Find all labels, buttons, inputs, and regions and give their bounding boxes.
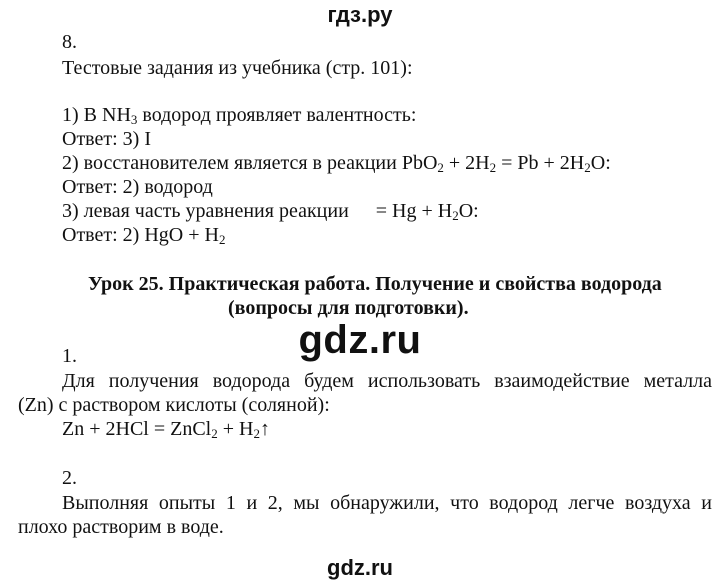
item-1-text-line-2: (Zn) с раствором кислоты (соляной):: [18, 394, 330, 416]
lesson-heading-line-2: (вопросы для подготовки).: [228, 297, 469, 319]
section-number: 8.: [62, 31, 77, 53]
answer-2: Ответ: 2) водород: [62, 176, 213, 198]
item-1-text-line-1: Для получения водорода будем использовать взаимодействие металла: [62, 370, 712, 392]
watermark-top: гдз.ру: [327, 2, 393, 27]
section-intro: Тестовые задания из учебника (стр. 101):: [62, 57, 413, 79]
item-2-text-line-2: плохо растворим в воде.: [18, 516, 224, 538]
question-3: 3) левая часть уравнения реакции = $Hg + H_2O$:: [62, 200, 479, 223]
answer-1: Ответ: 3) I: [62, 128, 152, 150]
answer-3: Ответ: 2) HgO + $H_2$: [62, 224, 226, 247]
item-2-text-line-1: Выполняя опыты 1 и 2, мы обнаружили, что водород легче воздуха и: [62, 492, 712, 514]
lesson-heading-line-1: Урок 25. Практическая работа. Получение и свойства водорода: [88, 273, 662, 295]
question-2: 2) восстановителем является в реакции $PbO_2 + 2H_2 = Pb + 2H_2O$:: [62, 152, 611, 175]
item-2-number: 2.: [62, 467, 77, 489]
question-1: 1) В $NH_3$ водород проявляет валентность:: [62, 104, 417, 127]
item-1-number: 1.: [62, 345, 77, 367]
item-1-equation: Zn + 2HCl = ZnCl$_2$ + $H_2↑$: [62, 418, 270, 441]
watermark-bottom: gdz.ru: [327, 555, 393, 580]
watermark-middle: gdz.ru: [298, 318, 422, 362]
